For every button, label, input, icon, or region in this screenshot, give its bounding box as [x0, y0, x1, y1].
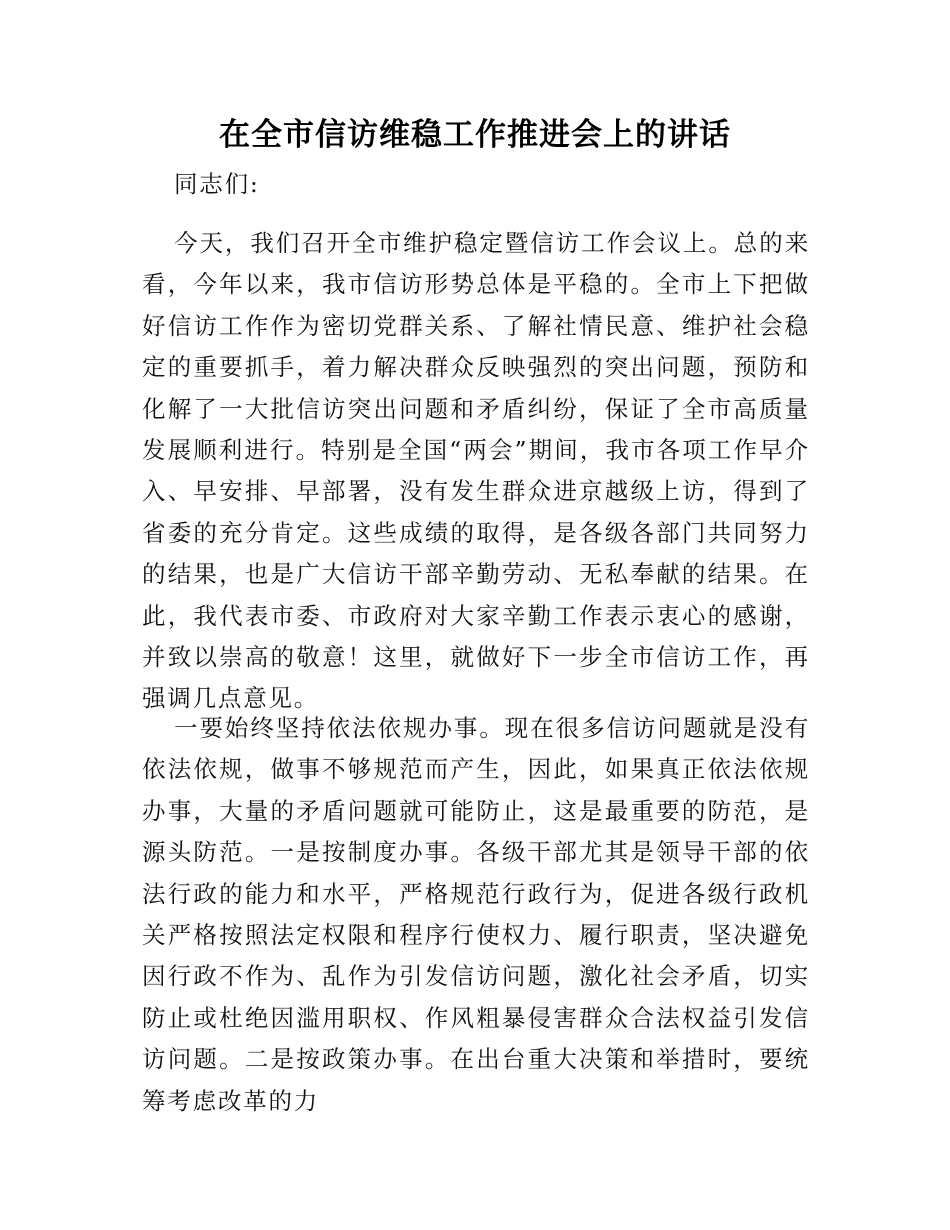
document-title: 在全市信访维稳工作推进会上的讲话	[219, 117, 731, 153]
paragraph-point-one: 一要始终坚持依法依规办事。现在很多信访问题就是没有依法依规，做事不够规范而产生，因此，如果真正依法依规办事，大量的矛盾问题就可能防止，这是最重要的防范，是源头防范。一是按制度办事。各级干部尤其是领导干部的依法行政的能力和水平，严格规范行政行为，促进各级行政机关严格按照法定权限和程序行使权力、履行职责，坚决避免因行政不作为、乱作为引发信访问题，激化社会矛盾，切实防止或杜绝因滥用职权、作风粗暴侵害群众合法权益引发信访问题。二是按政策办事。在出台重大决策和举措时，要统筹考虑改革的力	[142, 714, 810, 1115]
paragraph-opening: 今天，我们召开全市维护稳定暨信访工作会议上。总的来看，今年以来，我市信访形势总体是平稳的。全市上下把做好信访工作作为密切党群关系、了解社情民意、维护社会稳定的重要抓手，着力解决群众反映强烈的突出问题，预防和化解了一大批信访突出问题和矛盾纠纷，保证了全市高质量发展顺利进行。特别是全国“两会”期间，我市各项工作早介入、早安排、早部署，没有发生群众进京越级上访，得到了省委的充分肯定。这些成绩的取得，是各级各部门共同努力的结果，也是广大信访干部辛勤劳动、无私奉献的结果。在此，我代表市委、市政府对大家辛勤工作表示衷心的感谢，并致以崇高的敬意！这里，就做好下一步全市信访工作，再强调几点意见。	[142, 229, 810, 713]
salutation: 同志们:	[174, 170, 260, 198]
